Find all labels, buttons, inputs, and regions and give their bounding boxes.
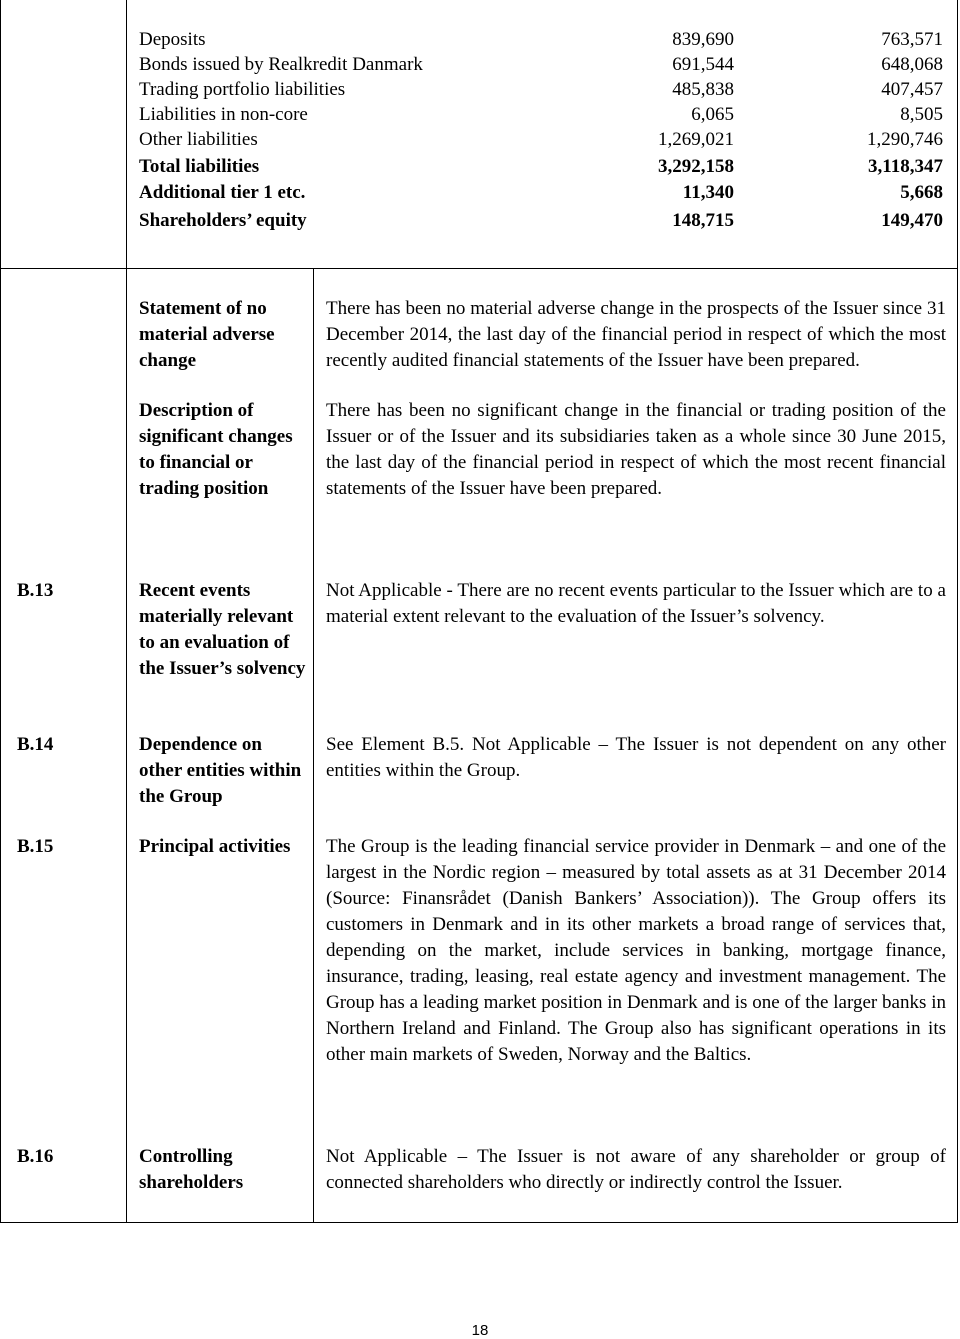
financial-row-total: [0, 154, 960, 180]
financial-row-label: Other liabilities: [139, 129, 258, 150]
financials-bottom-rule: [0, 268, 958, 269]
element-body: [326, 578, 946, 630]
financial-row-value-prior: 3,118,347: [868, 156, 943, 177]
financial-row-total: [0, 180, 960, 206]
element-body-no-material-change: There has been no material adverse change in the prospects of the Issuer since 31 December 2014, the last day of the financial period in respect of which the most recently audited financial statements of the Issuer have been prepared.: [326, 298, 946, 371]
element-title-significant-changes: Description of significant changes to financial or trading position: [139, 400, 293, 499]
financial-row-label: Shareholders’ equity: [139, 210, 307, 231]
financial-row: [0, 27, 960, 53]
financial-row: [0, 102, 960, 128]
financial-row-value-prior: 1,290,746: [867, 129, 943, 150]
financial-row-label: Liabilities in non-core: [139, 104, 308, 125]
financial-row-label: Bonds issued by Realkredit Danmark: [139, 54, 423, 75]
element-code: B.13: [17, 580, 54, 601]
element-title: [139, 1144, 309, 1196]
element-body: [326, 296, 946, 502]
element-body-text: Not Applicable – The Issuer is not aware of any shareholder or group of connected shareholders who directly or indirectly control the Issuer.: [326, 1146, 946, 1193]
financial-row-value-current: 485,838: [672, 79, 734, 100]
financial-row-value-current: 839,690: [672, 29, 734, 50]
financial-row-value-current: 11,340: [682, 182, 734, 203]
financial-row-value-prior: 648,068: [881, 54, 943, 75]
financial-row-value-current: 691,544: [672, 54, 734, 75]
column-divider-title: [313, 268, 314, 1223]
financial-row-value-current: 3,292,158: [658, 156, 734, 177]
financial-row-value-prior: 8,505: [900, 104, 943, 125]
element-title-text: Dependence on other entities within the Group: [139, 734, 302, 807]
element-body: [326, 1144, 946, 1196]
element-title: [139, 296, 309, 502]
financial-row-label: Additional tier 1 etc.: [139, 182, 306, 203]
page-number: 18: [471, 1322, 489, 1339]
financial-row: [0, 52, 960, 78]
element-body: [326, 732, 946, 784]
element-code: B.14: [17, 734, 54, 755]
financial-row-value-prior: 407,457: [881, 79, 943, 100]
element-body-text: The Group is the leading financial service provider in Denmark – and one of the largest in the Nordic region – measured by total assets as at 31 December 2014 (Source: Finansrådet (Danish Bankers’ Association)). The Group offers its customers in Denmark and in its other markets a broad range of services that, depending on the market, include services in banking, mortgage finance, insurance, trading, leasing, real estate agency and investment management. The Group has a leading market position in Denmark and is one of the larger banks in Northern Ireland and Finland. The Group also has significant operations in its other main markets of Sweden, Norway and the Baltics.: [326, 836, 946, 1065]
column-divider-code: [126, 268, 127, 1223]
financial-row-total: [0, 208, 960, 234]
financial-row-label: Deposits: [139, 29, 206, 50]
element-body-significant-changes: There has been no significant change in the financial or trading position of the Issuer or of the Issuer and its subsidiaries taken as a whole since 30 June 2015, the last day of the financial period in respect of which the most recent financial statements of the Issuer have been prepared.: [326, 400, 946, 499]
financial-row-value-prior: 763,571: [881, 29, 943, 50]
financial-row: [0, 77, 960, 103]
financial-row-label: Total liabilities: [139, 156, 260, 177]
financial-row-value-prior: 5,668: [900, 182, 943, 203]
financial-row-value-current: 1,269,021: [658, 129, 734, 150]
element-title-no-material-change: Statement of no material adverse change: [139, 298, 275, 371]
financial-row: [0, 127, 960, 153]
element-title-text: Principal activities: [139, 836, 291, 857]
financial-row-value-prior: 149,470: [881, 210, 943, 231]
element-code: B.15: [17, 836, 54, 857]
financial-row-label: Trading portfolio liabilities: [139, 79, 346, 100]
element-title: [139, 578, 309, 682]
element-title-text: Recent events materially relevant to an evaluation of the Issuer’s solvency: [139, 580, 306, 679]
financial-row-value-current: 148,715: [672, 210, 734, 231]
element-body-text: See Element B.5. Not Applicable – The Issuer is not dependent on any other entities within the Group.: [326, 734, 946, 781]
element-title: [139, 732, 309, 810]
table-bottom-rule: [0, 1222, 958, 1223]
element-body-text: Not Applicable - There are no recent events particular to the Issuer which are to a material extent relevant to the evaluation of the Issuer’s solvency.: [326, 580, 946, 627]
element-code: B.16: [17, 1146, 54, 1167]
element-title: [139, 834, 309, 860]
financial-row-value-current: 6,065: [691, 104, 734, 125]
element-body: [326, 834, 946, 1068]
element-title-text: Controlling shareholders: [139, 1146, 244, 1193]
